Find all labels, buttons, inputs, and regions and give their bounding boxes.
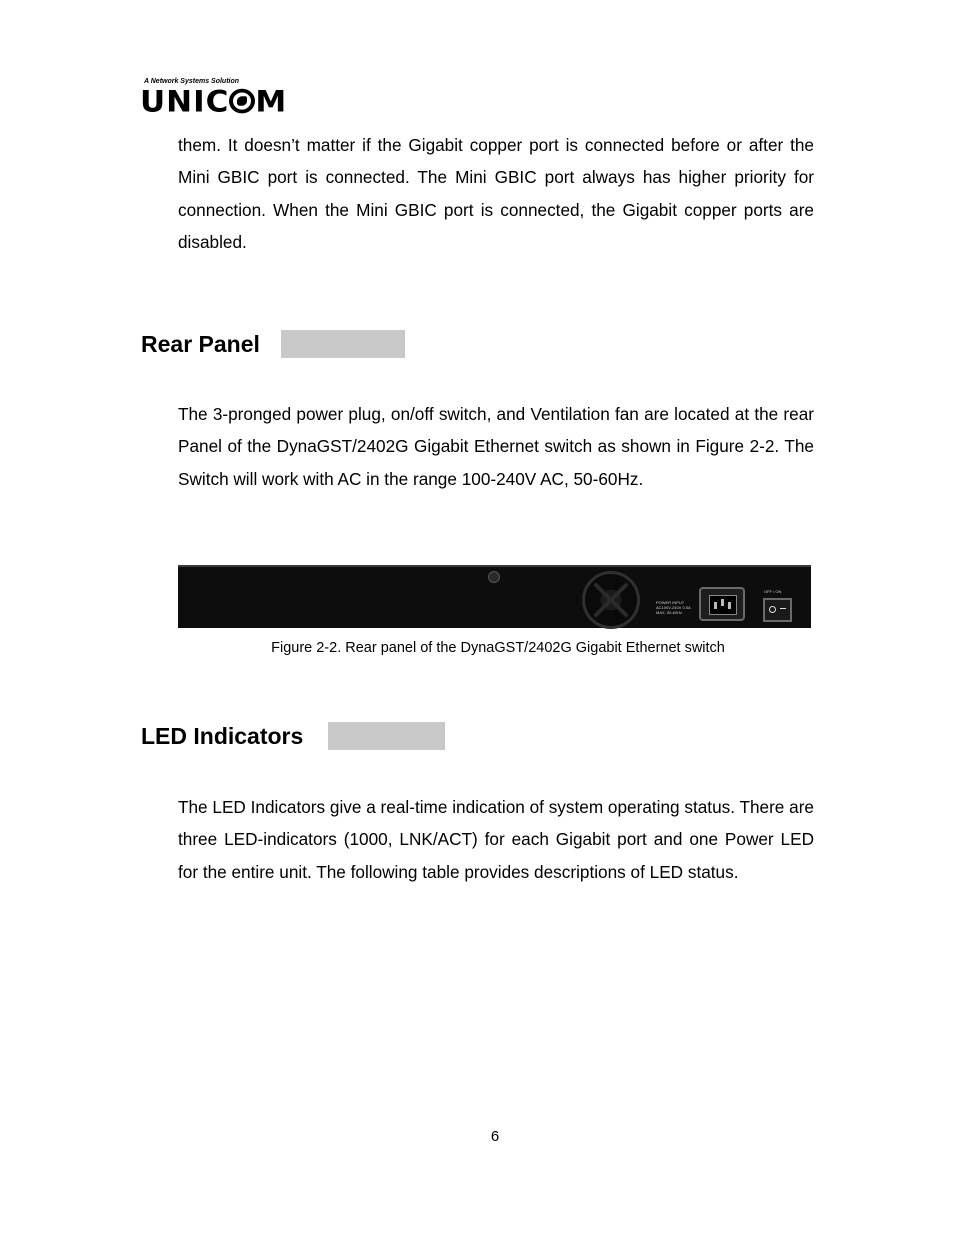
socket-pin	[728, 602, 731, 609]
power-plug-socket-icon	[699, 587, 745, 621]
switch-on-mark	[780, 608, 786, 609]
page-number: 6	[490, 1128, 500, 1145]
power-input-label: POWER INPUT AC100V-240V 0.5A MAX, 50-60Hz	[656, 600, 691, 615]
led-indicators-paragraph: The LED Indicators give a real-time indication of system operating status. There are three LED-indicators (1000, LNK/ACT) for each Gigabit port and one Power LED for the entire unit. The following table provides descriptions of LED status.	[178, 797, 814, 882]
logo-text-left: UNIC	[140, 84, 230, 120]
heading-highlight-box	[281, 330, 405, 358]
socket-inner	[709, 595, 737, 615]
logo-text-right: M	[255, 84, 288, 120]
unicom-logo	[140, 78, 290, 126]
logo-wordmark	[140, 85, 287, 119]
on-off-switch-label: OFF / ON	[764, 589, 782, 594]
rear-panel-figure	[178, 565, 811, 628]
screw-icon	[488, 571, 500, 583]
socket-pin	[721, 599, 724, 606]
rear-panel-paragraph: The 3-pronged power plug, on/off switch, and Ventilation fan are located at the rear Panel of the DynaGST/2402G Gigabit Ethernet switch as shown in Figure 2-2. The Switch will work with AC in the range 100-240V AC, 50-60Hz.	[178, 404, 814, 489]
rear-panel-heading: Rear Panel	[141, 331, 260, 357]
heading-highlight-box	[328, 722, 445, 750]
switch-off-mark	[769, 606, 776, 613]
logo-tagline: A Network Systems Solution	[144, 78, 240, 85]
on-off-switch-icon	[763, 598, 792, 622]
figure-caption: Figure 2-2. Rear panel of the DynaGST/2402G Gigabit Ethernet switch	[271, 640, 725, 656]
globe-icon	[229, 89, 255, 114]
intro-paragraph: them. It doesn’t matter if the Gigabit copper port is connected before or after the Mini GBIC port is connected. The Mini GBIC port always has higher priority for connection. When the Mini GBIC port is connected, the Gigabit copper ports are disabled.	[178, 135, 814, 252]
led-indicators-heading: LED Indicators	[141, 723, 304, 749]
socket-pin	[714, 602, 717, 609]
ventilation-fan-icon	[582, 571, 640, 629]
